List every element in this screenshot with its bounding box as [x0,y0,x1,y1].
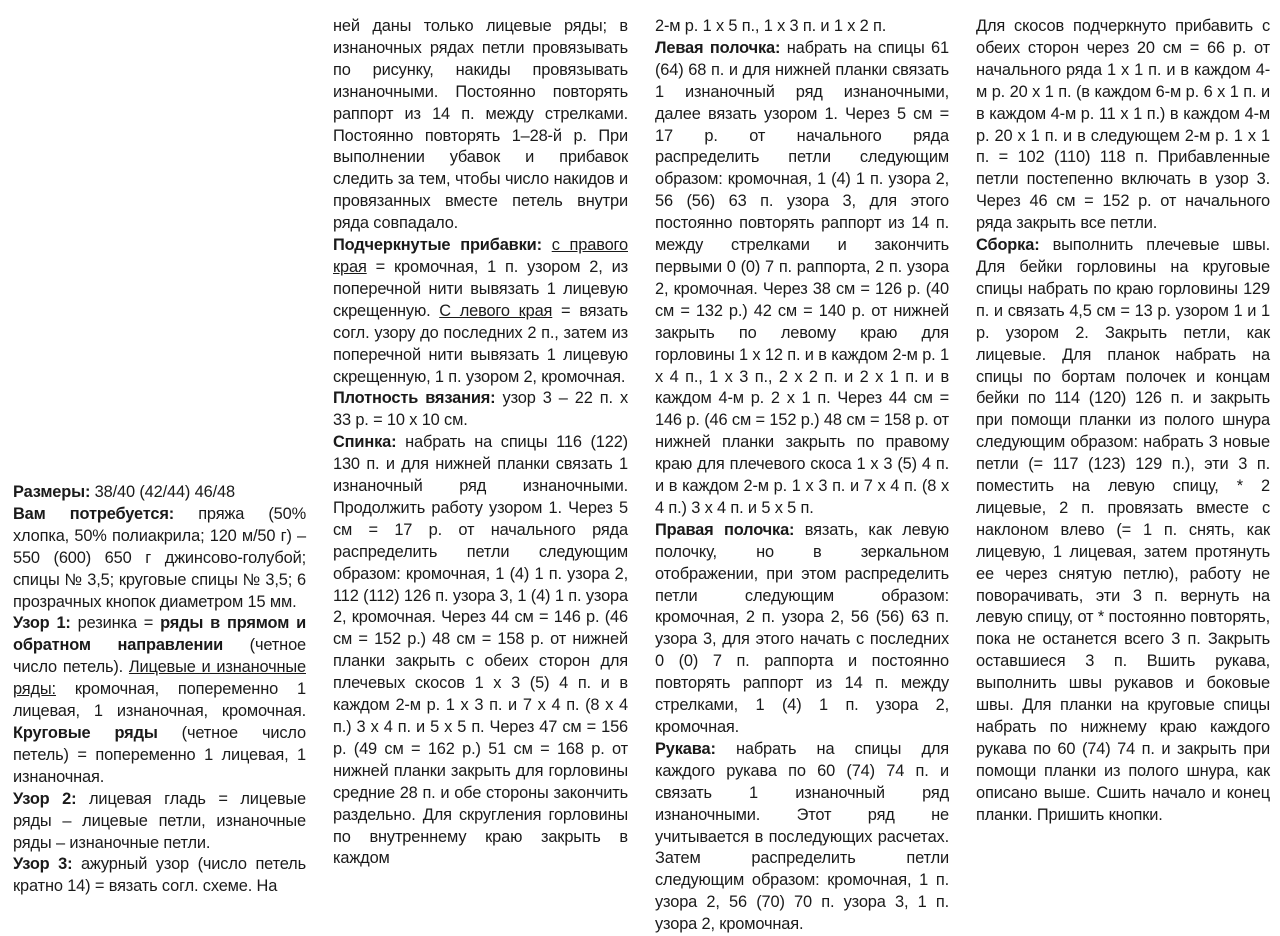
bold-run: Левая полочка: [655,38,781,57]
text-column-4 [976,16,1270,827]
text-run: набрать на спицы для каждого рукава по 60 (74) 74 п. и связать 1 изнаночный ряд изнаночными. Этот ряд не учитывается в последующих расчетах. Затем распределить петли следующим образом: кромочная, 1 п. узора 2, 56 (70) 70 п. узора 3, 1 п. узора 2, кромочная. [655,739,949,934]
text-run: ней даны только лицевые ряды; в изнаночных рядах петли провязывать по рисунку, накиды провязывать изнаночными. Постоянно повторять раппорт из 14 п. между стрелками. Постоянно повторять 1–28-й р. При выполнении убавок и прибавок следить за тем, чтобы число накидов и провязанных вместе петель внутри ряда совпадало. [333,17,628,233]
text-run: (четное число петель). [13,636,306,677]
bold-run: Подчеркнутые прибавки: [333,236,542,255]
text-run: вязать, как левую полочку, но в зеркальном отображении, при этом распределить петли следующим образом: кромочная, 2 п. узора 2, 56 (56) 63 п. узора 3, для этого начать с последних 0 (0) 7 п. раппорта и постоянно повторять раппорт из 14 п. между стрелками, 1 (4) 1 п. узора 2, кромочная. [655,520,949,736]
text-run: выполнить плечевые швы. Для бейки горловины на круговые спицы набрать по краю горловины 129 п. и связать 4,5 см = 13 р. узором 1 и 1 р. узором 2. Закрыть петли, как лицевые. Для планок набрать на спицы по бортам полочек и концам бейки по 114 (120) 126 п. и закрыть при помощи планки из полого шнура следующим образом: набрать 3 новые петли (= 117 (123) 129 п.), эти 3 п. поместить на левую спицу, * 2 лицевые, 2 п. провязать вместе с наклоном влево (= 1 п. снять, как лицевую, 1 лицевая, затем протянуть ее через снятую петлю), работу не поворачивать, эти 3 п. вернуть на левую спицу, от * постоянно повторять, пока не останется всего 3 п. Закрыть оставшиеся 3 п. Вшить рукава, выполнить швы рукавов и боковые швы. Для планки на круговые спицы набрать по нижнему краю каждого рукава по 60 (74) 74 п. и закрыть при помощи планки из полого шнура, как описано выше. Сшить начало и конец планки. Пришить кнопки. [976,236,1270,824]
text-run [542,236,552,254]
text-run: 2-м р. 1 х 5 п., 1 х 3 п. и 1 х 2 п. [655,17,887,35]
paragraph-assembly [976,235,1270,826]
paragraph-left-front [655,38,949,520]
paragraph-sleeve-shaping [976,16,1270,235]
text-run: набрать на спицы 61 (64) 68 п. и для нижней планки связать 1 изнаночный ряд изнаночными, далее вязать узором 1. Через 5 см = 17 р. от начального ряда распределить петли следующим образом: кромочная, 1 (4) 1 п. узора 2, 56 (56) 63 п. узора 3, для этого постоянно повторять раппорт из 14 п. между стрелками и закончить первыми 0 (0) 7 п. раппорта, 2 п. узора 2, кромочная. Через 38 см = 126 р. (40 см = 132 р.) 42 см = 140 р. от нижней закрыть по левому краю для горловины 1 х 12 п. и в каждом 2-м р. 1 х 4 п., 1 х 3 п., 2 х 2 п. и 2 х 1 п. и в каждом 4-м р. 2 х 1 п. Через 44 см = 146 р. (46 см = 152 р.) 48 см = 158 р. от нижней планки закрыть по правому краю для плечевого скоса 1 х 3 (5) 4 п. и в каждом 2-м р. 1 х 3 п. и 7 х 4 п. (8 х 4 п.) 3 х 4 п. и 5 х 5 п. [655,38,949,517]
text-run: = вязать согл. узору до последних 2 п., затем из поперечной нити вывязать 1 лицевую скрещенную, 1 п. узором 2, кромочная. [333,301,629,386]
text-column-3 [655,16,949,936]
bold-run: ряды в прямом и обратном направлении [13,614,306,655]
paragraph-back-continued [655,16,949,38]
text-run: Для скосов подчеркнуто прибавить с обеих сторон через 20 см = 66 р. от начального ряда 1 х 1 п. и в каждом 4-м р. 20 х 1 п. (в каждом 6-м р. 6 х 1 п. и в каждом 4-м р. 11 х 1 п.) в каждом 4-м р. 20 х 1 п. и в следующем 2-м р. 1 х 1 п. = 102 (110) 118 п. Прибавленные петли постепенно включать в узор 3. Через 46 см = 152 р. от начального ряда закрыть все петли. [976,17,1270,233]
text-run: = кромочная, 1 п. узором 2, из поперечной нити вывязать 1 лицевую скрещенную. [333,257,628,320]
text-run: (четное число петель) = попеременно 1 лицевая, 1 изнаночная. [13,723,306,786]
paragraph-underlined-increases [333,235,628,388]
bold-run: Плотность вязания: [333,389,496,408]
text-run: узор 3 – 22 п. х 33 р. = 10 х 10 см. [333,389,628,430]
text-run: набрать на спицы 116 (122) 130 п. и для нижней планки связать 1 изнаночный ряд изнаночными. Продолжить работу узором 1. Через 5 см = 17 р. от начального ряда распределить петли следующим образом: кромочная, 1 (4) 1 п. узора 2, 112 (112) 126 п. узора 3, 1 (4) 1 п. узора 2, кромочная. Через 44 см = 146 р. (46 см = 152 р.) 48 см = 158 р. от нижней планки закрыть с обеих сторон для плечевых скосов 1 х 3 (5) 4 п. и в каждом 2-м р. 1 х 3 п. и 7 х 4 п. (8 х 4 п.) 3 х 4 п. и 5 х 5 п. Через 47 см = 156 р. (49 см = 162 р.) 51 см = 168 р. от нижней планки закрыть для горловины средние 28 п. и обе стороны закончить раздельно. Для скругления горловины по внутреннему краю закрыть в каждом [333,433,628,868]
text-column-2 [333,16,628,870]
text-run: пряжа (50% хлопка, 50% полиакрила; 120 м/50 г) – 550 (600) 650 г джинсово-голубой; спицы № 3,5; круговые спицы № 3,5; 6 прозрачных кнопок диаметром 15 мм. [13,504,306,611]
bold-run: Узор 1: [13,614,71,633]
bold-run: Размеры: [13,483,91,501]
bold-run: Сборка: [976,236,1040,255]
paragraph-pattern-3-continued [333,16,628,235]
paragraph-sleeves [655,739,949,936]
paragraph-back [333,432,628,870]
paragraph-materials [13,504,306,614]
bold-run: Узор 2: [13,789,77,808]
text-run: лицевая гладь = лицевые ряды – лицевые петли, изнаночные ряды – изнаночные петли. [13,789,306,852]
paragraph-pattern-2 [13,789,306,855]
paragraph-pattern-1 [13,613,306,788]
underlined-run: Лицевые и изнаночные ряды: [13,658,306,699]
paragraph-pattern-3 [13,854,306,898]
underlined-run: с правого края [333,236,628,276]
bold-run: Узор 3: [13,855,73,874]
text-run: 38/40 (42/44) 46/48 [90,483,235,501]
text-run: резинка = [70,614,161,633]
paragraph-sizes [13,482,306,504]
text-run: кромочная, попеременно 1 лицевая, 1 изнаночная, кромочная. [13,680,306,721]
underlined-run: С левого края [439,301,553,320]
bold-run: Спинка: [333,433,397,452]
text-column-1 [13,482,306,898]
bold-run: Рукава: [655,739,716,758]
bold-run: Вам потребуется: [13,504,175,523]
text-run: ажурный узор (число петель кратно 14) = вязать согл. схеме. На [13,855,306,896]
paragraph-gauge [333,388,628,432]
paragraph-right-front [655,520,949,739]
bold-run: Правая полочка: [655,520,795,539]
bold-run: Круговые ряды [13,723,158,742]
